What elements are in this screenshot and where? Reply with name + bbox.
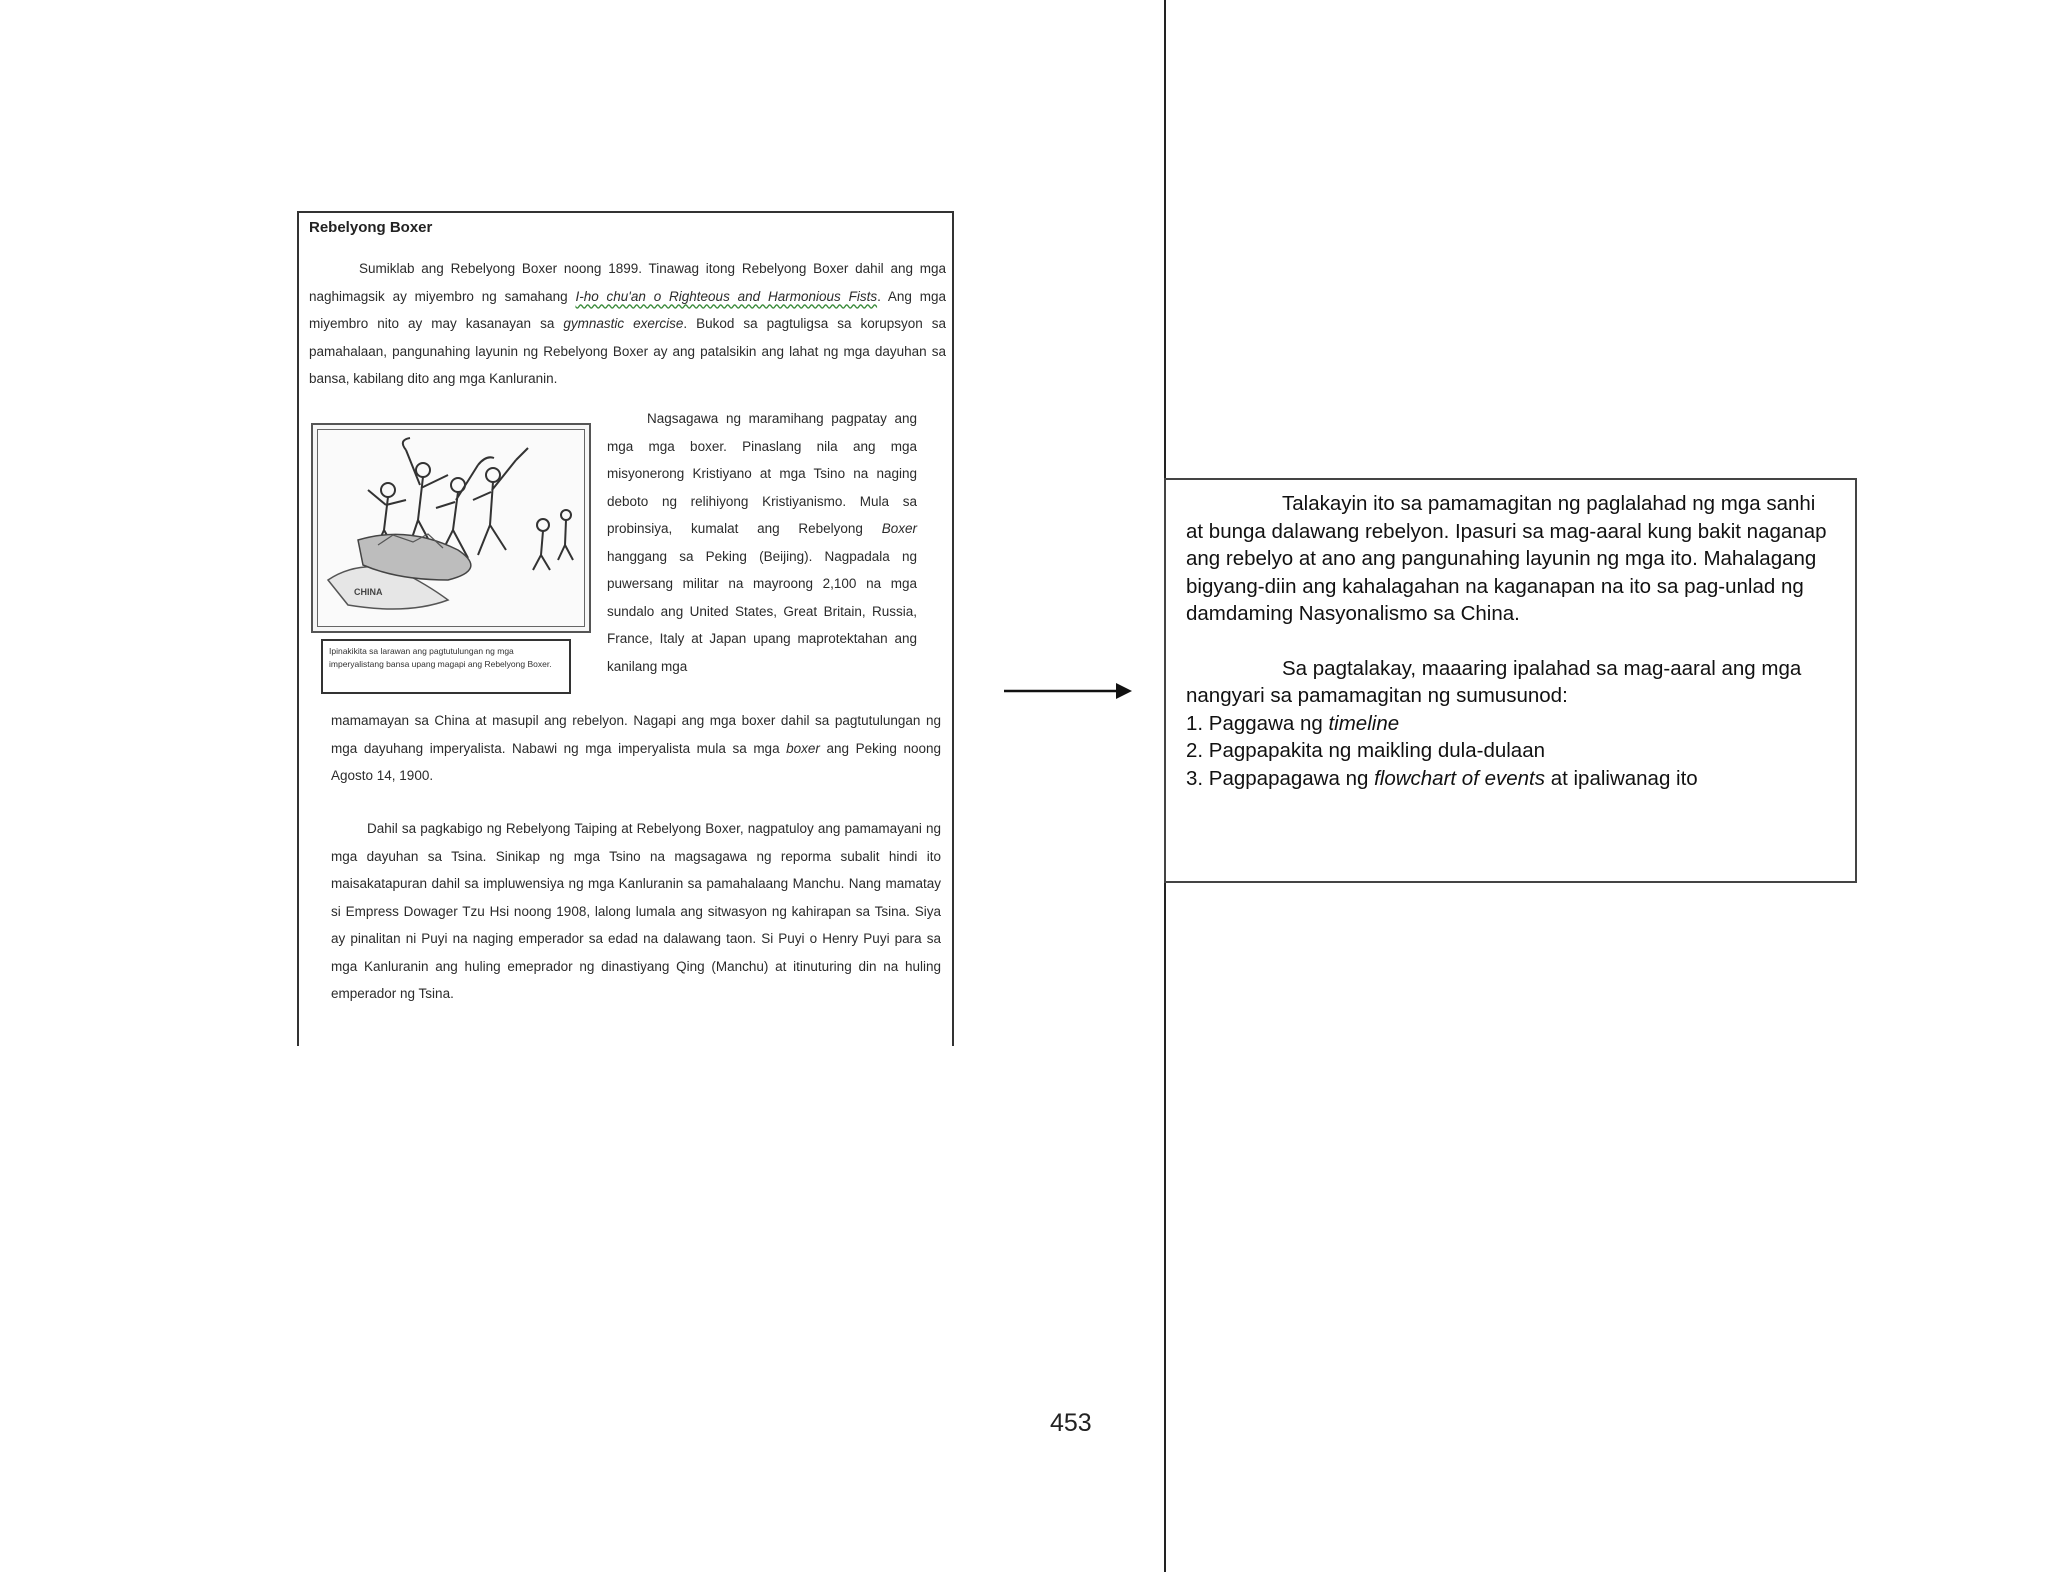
p2-text-b: hanggang sa Peking (Beijing). Nagpadala ng puwersang militar na mayroong 2,100 na mga sundalo ang United States, Great Britain, Russia, France, Italy at Japan upang maprotektahan ang kanilang mga — [607, 548, 917, 674]
excerpt-paragraph-2 — [607, 405, 917, 680]
notes-item-1 — [1186, 710, 1836, 738]
illustration-caption: Ipinakikita sa larawan ang pagtutulungan ng mga imperyalistang bansa upang magapi ang Rebelyong Boxer. — [321, 639, 571, 694]
p3-text-b: ang Peking noong Agosto 14, 1900. — [331, 740, 941, 783]
teacher-notes-box — [1164, 478, 1857, 883]
p1-text-a: Sumiklab ang Rebelyong Boxer noong 1899. Tinawag itong Rebelyong Boxer dahil ang mga naghimagsik ay miyembro ng samahang — [309, 261, 946, 304]
item1-emphasis: timeline — [1328, 711, 1400, 735]
item3-emphasis: flowchart of events — [1374, 766, 1545, 790]
p2-boxer-term: Boxer — [881, 521, 917, 536]
teacher-notes-text — [1186, 490, 1836, 792]
item1-prefix: 1. Paggawa ng — [1186, 711, 1329, 735]
illustration-china-label: CHINA — [354, 587, 383, 597]
excerpt-paragraph-1 — [309, 255, 946, 393]
p1-text-c: . Bukod sa pagtuligsa sa korupsyon sa pamahalaan, pangunahing layunin ng Rebelyong Boxer ay ang patalsikin ang lahat ng mga dayuhan sa bansa, kabilang dito ang mga Kanluranin. — [309, 316, 946, 386]
notes-paragraph-1: Talakayin ito sa pamamagitan ng paglalahad ng mga sanhi at bunga dalawang rebelyon. Ipasuri sa mag-aaral kung bakit naganap ang rebelyo at ano ang pangunahing layunin ng mga ito. Mahalagang bigyang-diin ang kahalagahan na kaganapan na ito sa pag-unlad ng damdaming Nasyonalismo sa China. — [1186, 492, 1827, 625]
notes-item-3 — [1186, 765, 1836, 793]
p2-text-a: Nagsagawa ng maramihang pagpatay ang mga mga boxer. Pinaslang nila ang mga misyonerong Kristiyano at mga Tsino na naging deboto ng relihiyong Kristiyanismo. Mula sa probinsiya, kumalat ang Rebelyong — [607, 411, 917, 536]
notes-spacer — [1186, 628, 1836, 655]
p1-gymnastic-term: gymnastic exercise — [563, 316, 684, 331]
excerpt-paragraph-3 — [331, 707, 941, 790]
p1-organization-name: I-ho chu'an o Righteous and Harmonious Fists — [575, 288, 878, 304]
illustration-drawing — [318, 430, 586, 628]
page-number: 453 — [1050, 1409, 1092, 1437]
item3-prefix: 3. Pagpapagawa ng — [1186, 766, 1375, 790]
p3-text-a: mamamayan sa China at masupil ang rebelyon. Nagapi ang mga boxer dahil sa pagtutulungan ng mga dayuhang imperyalista. Nabawi ng mga imperyalista mula sa mga — [331, 713, 941, 756]
excerpt-paragraph-4: Dahil sa pagkabigo ng Rebelyong Taiping at Rebelyong Boxer, nagpatuloy ang pamamayani ng mga dayuhan sa Tsina. Sinikap ng mga Tsino na magsagawa ng reporma subalit hindi ito maisakatapuran dahil sa impluwensiya ng mga Kanluranin sa pamahalaang Manchu. Nang mamatay si Empress Dowager Tzu Hsi noong 1908, lalong lumala ang sitwasyon ng kahirapan sa Tsina. Siya ay pinalitan ni Puyi na naging emperador sa edad na dalawang taon. Si Puyi o Henry Puyi para sa mga Kanluranin ang huling emeprador ng dinastiyang Qing (Manchu) at itinuturing din na huling emperador ng Tsina. — [331, 821, 941, 1001]
excerpt-title: Rebelyong Boxer — [309, 219, 433, 236]
boxer-illustration — [311, 423, 591, 633]
notes-paragraph-2: Sa pagtalakay, maaaring ipalahad sa mag-aaral ang mga nangyari sa pamamagitan ng sumusunod: — [1186, 656, 1802, 707]
p3-boxer-term: boxer — [786, 740, 820, 756]
item3-suffix: at ipaliwanag ito — [1545, 766, 1698, 790]
boxer-rebellion-excerpt — [297, 211, 954, 1046]
illustration-frame — [317, 429, 585, 627]
p1-text-b: . Ang mga miyembro nito ay may kasanayan sa — [309, 288, 946, 331]
notes-item-2: 2. Pagpapakita ng maikling dula-dulaan — [1186, 739, 1546, 762]
right-arrow-icon — [1004, 679, 1134, 703]
